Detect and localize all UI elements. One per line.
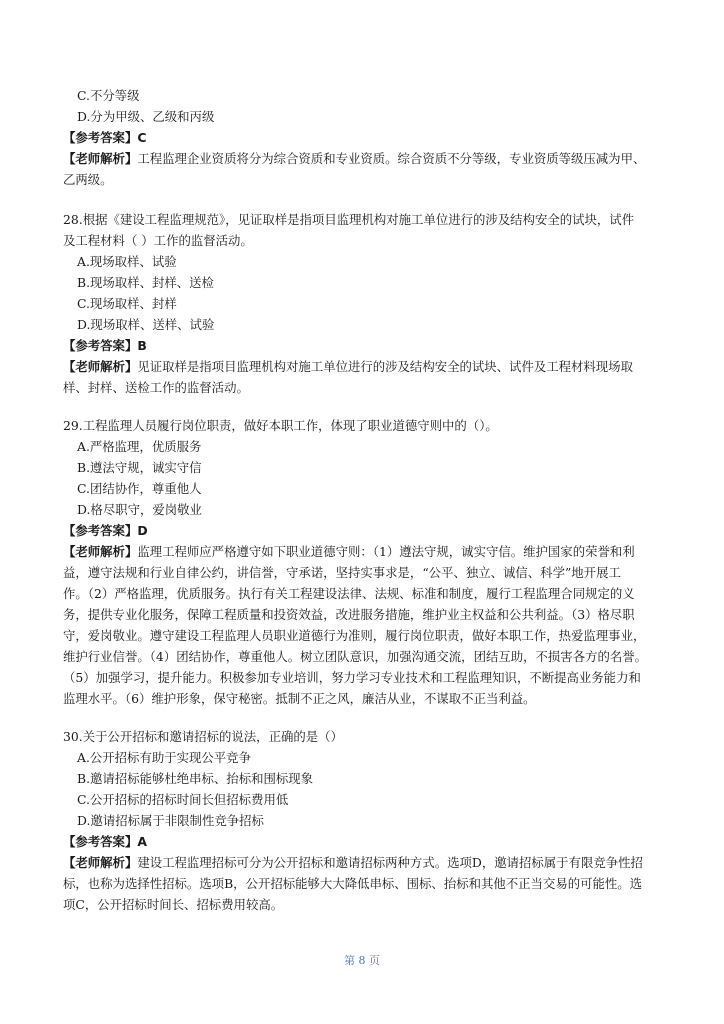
q30-option-c: C.公开招标的招标时间长但招标费用低 [77, 792, 289, 807]
q29-analysis-line-8: 监理水平。（6）维护形象，保守秘密。抵制不正之风，廉洁从业，不谋取不正当利益。 [63, 691, 536, 706]
q29-analysis-line-6: 维护行业信誉。（4）团结协作，尊重他人。树立团队意识，加强沟通交流，团结互助，不损害各方的名誉。 [63, 649, 648, 664]
q29-analysis-line-4: 务，提供专业化服务，保障工程质量和投资效益，改进服务措施，维护业主权益和公共利益。（3）格尽职 [63, 607, 635, 622]
page-number: 第 8 页 [344, 954, 380, 967]
q29-answer [63, 522, 148, 540]
answer-value: A [137, 834, 147, 849]
answer-value: B [137, 338, 147, 353]
q28-stem-line-1: 28.根据《建设工程监理规范》，见证取样是指项目监理机构对施工单位进行的涉及结构安全的试块，试件 [63, 212, 635, 227]
answer-tag: 【参考答案】 [63, 338, 138, 353]
q30-stem: 30.关于公开招标和邀请招标的说法，正确的是（） [63, 729, 343, 744]
answer-tag: 【参考答案】 [63, 523, 138, 538]
q28-option-c: C.现场取样、封样 [77, 296, 177, 311]
q29-analysis-line-5: 守，爱岗敬业。遵守建设工程监理人员职业道德行为准则，履行岗位职责，做好本职工作，热爱监理事业， [63, 628, 646, 643]
q29-analysis-line-3: 作。（2）严格监理，优质服务。执行有关工程建设法律、法规、标准和制度，履行工程监理合同规定的义 [63, 586, 635, 601]
q27-option-d: D.分为甲级、乙级和丙级 [77, 109, 215, 124]
q29-analysis-line-7: （5）加强学习，提升能力。积极参加专业培训，努力学习专业技术和工程监理知识，不断提高业务能力和 [63, 670, 641, 685]
q29-option-a: A.严格监理，优质服务 [77, 439, 202, 454]
analysis-tag: 【老师解析】 [63, 151, 138, 166]
q30-analysis-line-1: 【老师解析】建设工程监理招标可分为公开招标和邀请招标两种方式。选项D，邀请招标属于有限竞争性招 [63, 855, 643, 870]
q28-stem-line-2: 及工程材料（ ）工作的监督活动。 [63, 233, 253, 248]
q28-analysis-line-2: 样、封样、送检工作的监督活动。 [63, 380, 249, 395]
q27-answer [63, 129, 146, 147]
q30-option-b: B.邀请招标能够杜绝串标、抬标和围标现象 [77, 771, 314, 786]
analysis-tag: 【老师解析】 [63, 855, 138, 870]
q30-analysis-line-2: 标，也称为选择性招标。选项B，公开招标能够大大降低串标、围标、抬标和其他不正当交易的可能性。选 [63, 876, 643, 891]
q29-option-d: D.格尽职守，爱岗敬业 [77, 502, 202, 517]
q28-analysis-line-1: 【老师解析】见证取样是指项目监理机构对施工单位进行的涉及结构安全的试块、试件及工程材料现场取 [63, 359, 633, 374]
q28-option-d: D.现场取样、送样、试验 [77, 317, 215, 332]
q29-analysis-line-2: 益，遵守法规和行业自律公约，讲信誉，守承诺，坚持实事求是，“公平、独立、诚信、科学”地开展工 [63, 565, 621, 580]
answer-tag: 【参考答案】 [63, 130, 138, 145]
answer-tag: 【参考答案】 [63, 834, 138, 849]
q30-option-d: D.邀请招标属于非限制性竞争招标 [77, 813, 264, 828]
q27-option-c: C.不分等级 [77, 88, 140, 103]
answer-value: D [137, 523, 148, 538]
q29-option-c: C.团结协作，尊重他人 [77, 481, 202, 496]
q27-analysis-line-1: 【老师解析】工程监理企业资质将分为综合资质和专业资质。综合资质不分等级，专业资质等级压减为甲、 [63, 151, 646, 166]
analysis-tag: 【老师解析】 [63, 359, 138, 374]
q28-option-a: A.现场取样、试验 [77, 254, 177, 269]
q29-stem: 29.工程监理人员履行岗位职责，做好本职工作，体现了职业道德守则中的（）。 [63, 418, 498, 433]
q30-analysis-line-3: 项C，公开招标时间长、招标费用较高。 [63, 897, 284, 912]
answer-value: C [137, 130, 147, 145]
q28-option-b: B.现场取样、封样、送检 [77, 275, 214, 290]
q30-answer [63, 833, 147, 851]
q28-answer [63, 337, 147, 355]
q30-option-a: A.公开招标有助于实现公平竞争 [77, 750, 251, 765]
q27-analysis-line-2: 乙两级。 [63, 172, 113, 187]
q29-option-b: B.遵法守规，诚实守信 [77, 460, 202, 475]
q29-analysis-line-1: 【老师解析】监理工程师应严格遵守如下职业道德守则：（1）遵法守规，诚实守信。维护国家的荣誉和利 [63, 544, 635, 559]
analysis-tag: 【老师解析】 [63, 544, 138, 559]
